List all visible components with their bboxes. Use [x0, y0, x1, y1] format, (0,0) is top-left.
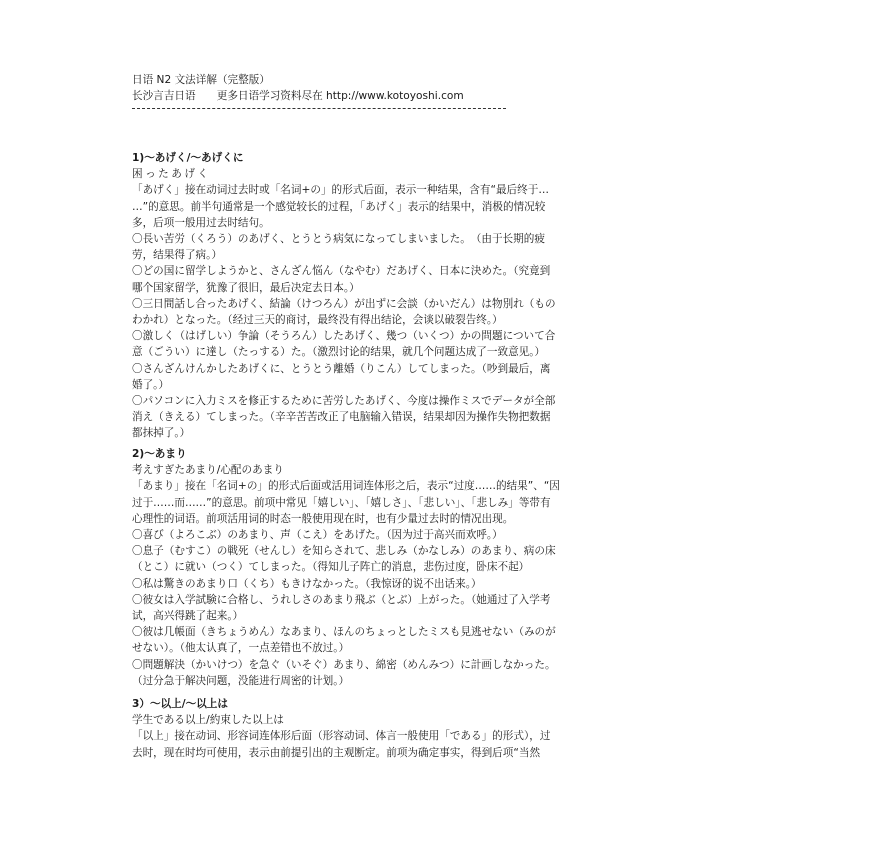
- text-line: 〇息子（むすこ）の戦死（せんし）を知らされて、悲しみ（かなしみ）のあまり、病の床: [132, 545, 556, 558]
- text-line: 〇長い苦労（くろう）のあげく、とうとう病気になってしまいました。 （由于长期的疲: [132, 233, 545, 246]
- text-line: 婚了。）: [132, 378, 170, 391]
- text-line: 〇喜び（よろこぶ）のあまり、声（こえ）をあげた。（因为过于高兴而欢呼。）: [132, 529, 503, 542]
- text-line: 〇問題解決（かいけつ）を急ぐ（いそぐ）あまり、綿密（めんみつ）に計画しなかった。: [132, 658, 556, 671]
- document-header: [132, 72, 742, 109]
- text-line: …”的意思。前半句通常是一个感觉较长的过程，「あげく」表示的结果中，消极的情况较: [132, 200, 546, 213]
- section-ijou: [132, 696, 742, 761]
- text-line: 「あまり」接在「名词+の」的形式后面或活用词连体形之后，表示“过度……的结果”、“因: [132, 480, 560, 493]
- text-line: 〇三日間話し合ったあげく、結論（けつろん）が出ずに会談（かいだん）は物別れ（もの: [132, 297, 556, 310]
- text-line: 「以上」接在动词、形容词连体形后面（形容动词、体言一般使用「である」的形式），过: [132, 730, 551, 743]
- text-line: 意（ごうい）に達し（たっする）た。（激烈讨论的结果，就几个问题达成了一致意见。）: [132, 346, 546, 359]
- text-line: 多，后项一般用过去时结句。: [132, 216, 270, 229]
- text-line: 〇さんざんけんかしたあげくに、とうとう離婚（りこん）してしまった。（吵到最后，离: [132, 362, 551, 375]
- text-line: 〇激しく（はげしい）争論（そうろん）したあげく、幾つ（いくつ）かの問題について合: [132, 330, 556, 343]
- text-line: せない）。（他太认真了，一点差错也不放过。）: [132, 642, 350, 655]
- section-ageku: [132, 150, 742, 442]
- document-subtitle: 长沙言吉日语 更多日语学习资料尽在 http://www.kotoyoshi.com: [132, 90, 464, 103]
- section-heading: 2)〜あまり: [132, 448, 187, 460]
- text-line: 劳，结果得了病。）: [132, 249, 223, 262]
- text-line: わかれ）となった。（经过三天的商讨，最终没有得出结论，会谈以破裂告终。）: [132, 314, 503, 327]
- text-line: 〇彼女は入学試験に合格し、うれしさのあまり飛ぶ（とぶ）上がった。（她通过了入学考: [132, 593, 551, 606]
- text-line: 去时，现在时均可使用，表示由前提引出的主观断定。前项为确定事实，得到后项“当然: [132, 746, 541, 759]
- section-heading: 1)〜あげく/〜あげくに: [132, 152, 244, 164]
- text-line: 试，高兴得跳了起来。）: [132, 610, 244, 623]
- text-line: 过于……而……”的意思。前项中常见「嬉しい」、「嬉しさ」、「悲しい」、「悲しみ」等带有: [132, 496, 551, 509]
- text-line: （过分急于解决问题，没能进行周密的计划。）: [132, 674, 350, 687]
- document-title: 日语 N2 文法详解（完整版）: [132, 74, 270, 86]
- text-line: 消え（きえる）てしまった。（辛辛苦苦改正了电脑输入错误，结果却因为操作失物把数据: [132, 411, 551, 424]
- section-amari: [132, 446, 742, 689]
- text-line: 〇どの国に留学しようかと、さんざん悩ん（なやむ）だあげく、日本に決めた。（究竟到: [132, 265, 551, 278]
- section-example: 困ったあげく: [132, 168, 211, 181]
- text-line: 〇私は驚きのあまり口（くち）もきけなかった。（我惊讶的说不出话来。）: [132, 577, 482, 590]
- text-line: 都抹掉了。）: [132, 427, 191, 440]
- text-line: 〇パソコンに入力ミスを修正するために苦労したあげく、今度は操作ミスでデータが全部: [132, 395, 556, 408]
- section-heading: 3）〜以上/〜以上は: [132, 698, 228, 710]
- text-line: 「あげく」接在动词过去时或「名词+の」的形式后面，表示一种结果，含有“最后终于…: [132, 184, 549, 197]
- text-line: 哪个国家留学，犹豫了很旧，最后决定去日本。）: [132, 281, 360, 294]
- section-example: 学生である以上/約束した以上は: [132, 714, 284, 727]
- text-line: （とこ）に就い（つく）てしまった。（得知儿子阵亡的消息，悲伤过度，卧床不起）: [132, 561, 530, 574]
- text-line: 〇彼は几帳面（きちょうめん）なあまり、ほんのちょっとしたミスも見逃せない（みのが: [132, 626, 556, 639]
- text-line: 心理性的词语。前项活用词的时态一般使用现在时，也有少量过去时的情况出现。: [132, 512, 514, 525]
- section-example: 考えすぎたあまり/心配のあまり: [132, 464, 284, 477]
- header-divider: [132, 108, 506, 109]
